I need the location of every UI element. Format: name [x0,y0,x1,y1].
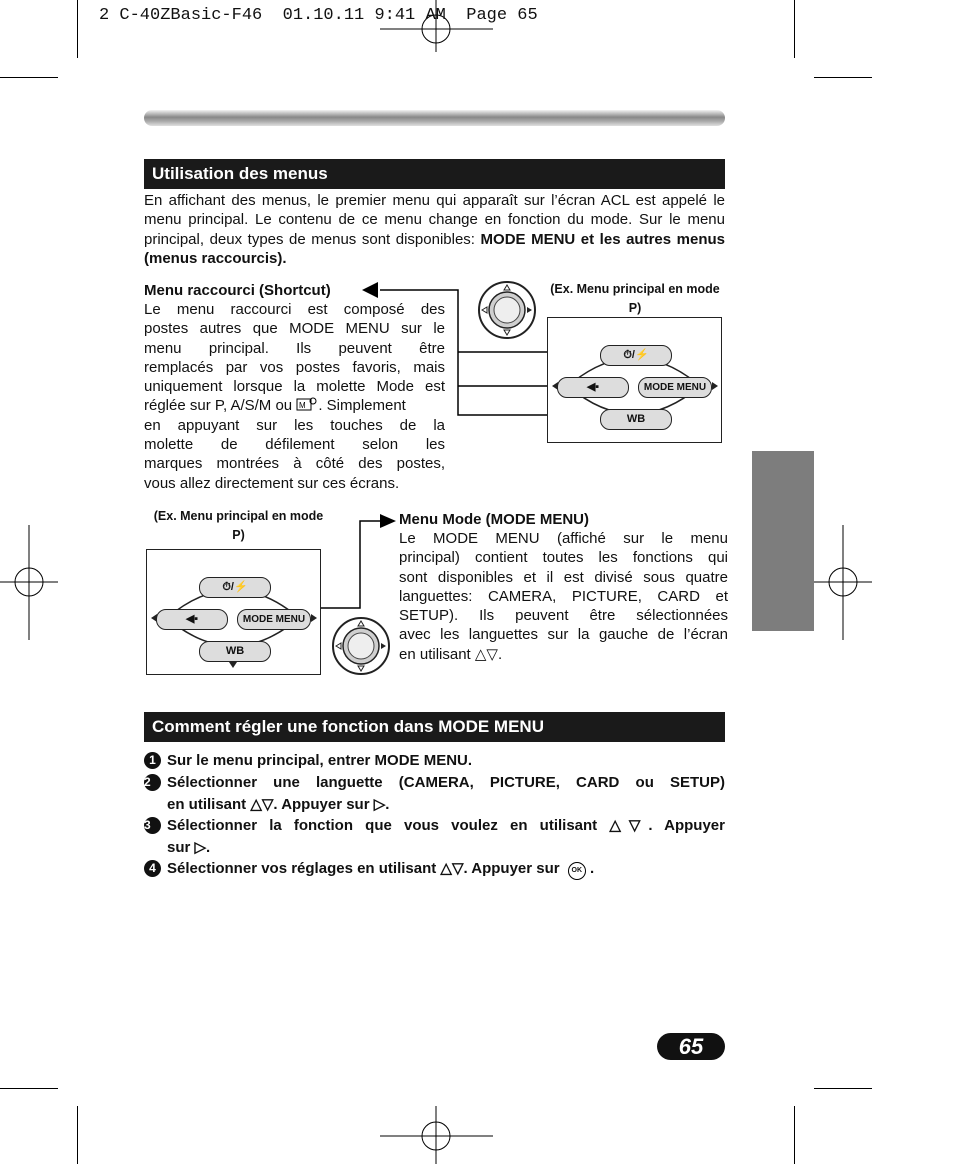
shortcut-line: Le menu raccourci est composé des [144,301,445,318]
shortcut-line: molette de défilement selon les [144,436,445,454]
intro-bold-text: MODE MENU et les autres menus (menus raccourcis). [144,230,725,267]
mode-menu-line: sont disponibles et il est divisé sous quatre [399,568,728,586]
menu-item-quality: ◀▪ [557,377,629,398]
shortcut-line-tail: . Simplement [318,397,406,415]
mode-menu-paragraph [399,529,728,664]
step-3 [144,815,725,858]
menu-item-drive: ⏱/⚡ [600,345,672,366]
menu-item-mode-menu: MODE MENU [237,609,311,630]
ok-button-icon: OK [568,862,586,880]
shortcut-line: postes autres que MODE MENU sur le [144,320,445,338]
intro-text: En affichant des menus, le premier menu qui apparaît sur l’écran ACL est appelé le menu principal. Le contenu de ce menu change en fonction du mode. Sur le menu principal, deux types de menus sont disponibles: [144,192,725,248]
section-title-mode-menu: Comment régler une fonction dans MODE MENU [144,712,725,742]
mode-menu-line: SETUP). Ils peuvent être sélectionnées [399,607,728,625]
menu-item-wb: WB [600,409,672,430]
menu-item-mode-menu: MODE MENU [638,377,712,398]
step-2 [144,772,725,815]
shortcut-line: vous allez directement sur ces écrans. [144,474,400,492]
step-number: 4 [144,860,161,877]
step-number: 3 [144,817,161,834]
shortcut-line: en appuyant sur les touches de la [144,416,445,434]
step-number: 1 [144,752,161,769]
shortcut-heading: Menu raccourci (Shortcut) [144,282,331,299]
step-text-cont: sur ▷. [167,838,211,856]
step-number: 2 [144,774,161,791]
shortcut-line: marques montrées à côté des postes, [144,455,445,473]
step-text: Sélectionner vos réglages en utilisant △▽. Appuyer sur [167,860,560,877]
control-dial-icon [331,616,391,676]
page-number: 65 [657,1033,725,1060]
mode-menu-line: languettes: CAMERA, PICTURE, CARD et [399,587,728,605]
shortcut-line: uniquement lorsque la molette Mode est [144,378,445,396]
section-title-menus: Utilisation des menus [144,159,725,189]
control-dial-icon [477,280,537,340]
menu-item-wb: WB [199,641,271,662]
mode-menu-line: Le MODE MENU (affiché sur le menu [399,530,728,547]
menu-item-drive: ⏱/⚡ [199,577,271,598]
step-text: Sélectionner la fonction que vous voulez en utilisant △▽. Appuyer [167,817,725,834]
menu-item-quality: ◀▪ [156,609,228,630]
lcd-screen-bottom [146,549,321,675]
mode-menu-line: en utilisant △▽. [399,645,503,663]
lcd-screen-top [547,317,722,443]
step-text-cont: en utilisant △▽. Appuyer sur ▷. [167,795,390,813]
mode-menu-heading: Menu Mode (MODE MENU) [399,511,589,528]
diagram-caption-top: (Ex. Menu principal en mode P) [550,282,720,315]
diagram-caption-bottom: (Ex. Menu principal en mode P) [153,509,324,542]
step-text: Sur le menu principal, entrer MODE MENU. [167,752,473,769]
svg-text:M: M [299,401,306,411]
shortcut-line: menu principal. Ils peuvent être [144,339,445,357]
step-4: 4 Sélectionner vos réglages en utilisant △▽. Appuyer sur OK . [144,858,725,880]
shortcut-line: remplacés par vos postes favoris, mais [144,358,445,376]
step-1 [144,750,725,772]
mode-menu-line: avec les languettes sur la gauche de l’écran [399,626,728,644]
mode-menu-line: principal) contient toutes les fonctions qui [399,549,728,567]
shortcut-line-text: réglée sur P, A/S/M ou [144,397,293,415]
print-header: 2 C-40ZBasic-F46 01.10.11 9:41 AM Page 65 [99,6,538,25]
chapter-tab [752,451,814,631]
step-text: Sélectionner une languette (CAMERA, PICTURE, CARD ou SETUP) [167,774,725,791]
